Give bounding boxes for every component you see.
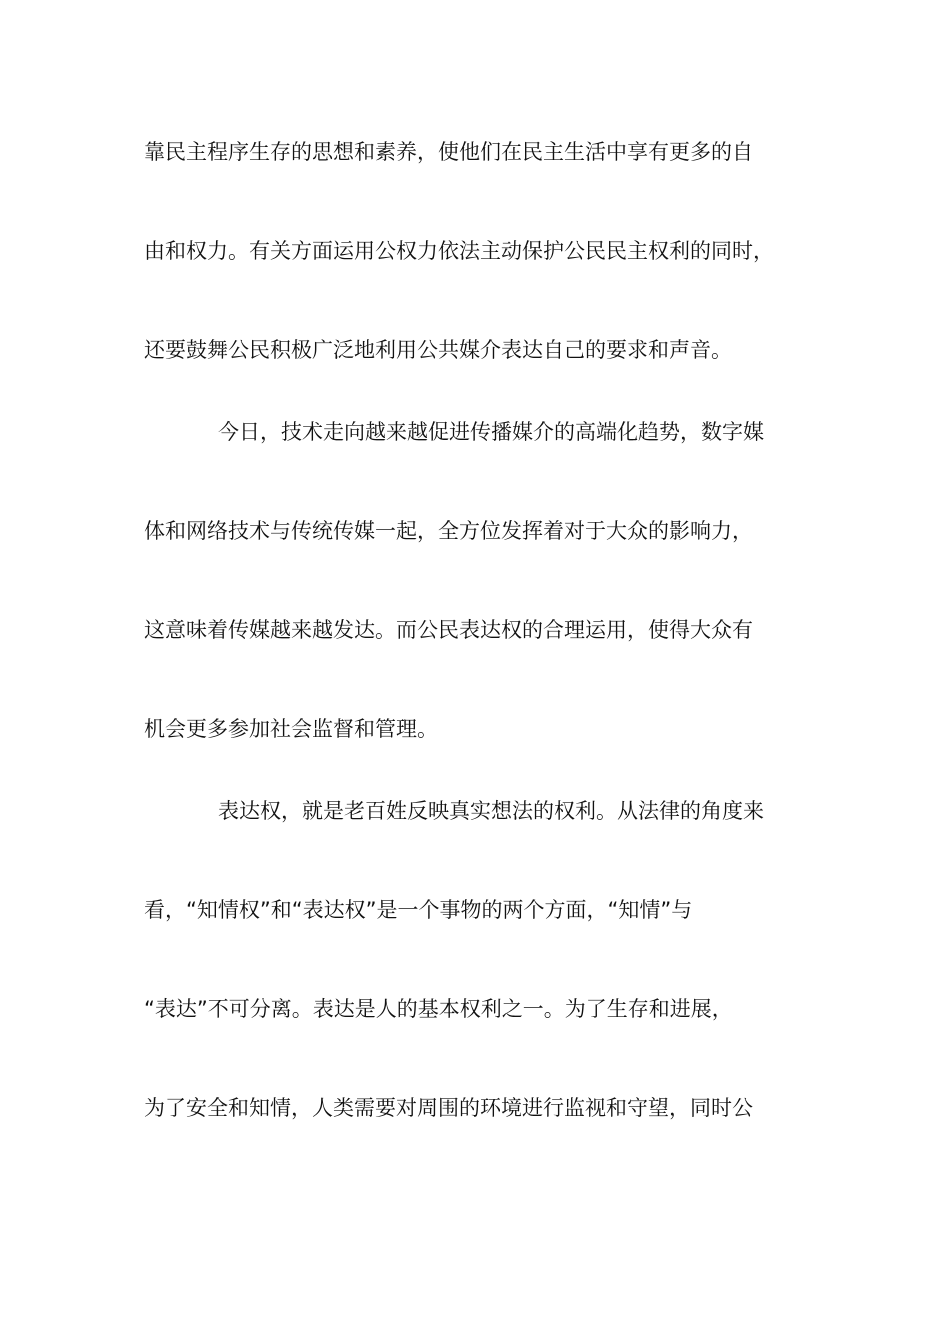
text-line-3: 还要鼓舞公民积极广泛地利用公共媒介表达自己的要求和声音。 — [144, 338, 732, 362]
text-line-11: 为了安全和知情，人类需要对周围的环境进行监视和守望，同时公 — [144, 1096, 753, 1120]
text-line-6: 这意味着传媒越来越发达。而公民表达权的合理运用，使得大众有 — [144, 618, 753, 642]
text-line-2: 由和权力。有关方面运用公权力依法主动保护公民民主权利的同时， — [144, 239, 774, 263]
paragraph-start-line-8: 表达权，就是老百姓反映真实想法的权利。从法律的角度来 — [218, 799, 764, 823]
text-line-7: 机会更多参加社会监督和管理。 — [144, 717, 438, 741]
paragraph-start-line-4: 今日，技术走向越来越促进传播媒介的高端化趋势，数字媒 — [218, 420, 764, 444]
text-line-1: 靠民主程序生存的思想和素养，使他们在民主生活中享有更多的自 — [144, 140, 753, 164]
text-line-9: 看，“知情权”和“表达权”是一个事物的两个方面，“知情”与 — [144, 898, 693, 922]
text-line-10: “表达”不可分离。表达是人的基本权利之一。为了生存和进展， — [144, 997, 733, 1021]
text-line-5: 体和网络技术与传统传媒一起，全方位发挥着对于大众的影响力， — [144, 519, 753, 543]
